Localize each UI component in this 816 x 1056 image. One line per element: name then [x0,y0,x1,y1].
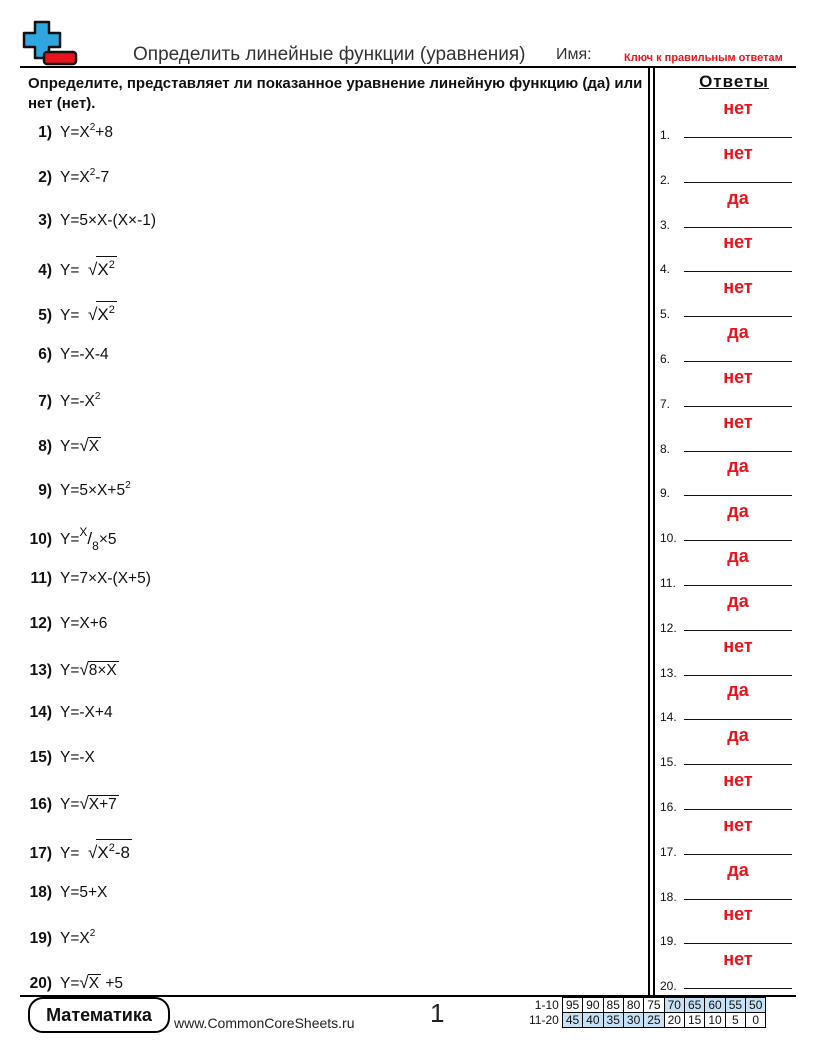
score-cell: 30 [623,1013,643,1028]
answer-number: 15. [660,755,677,770]
answer-item [660,814,796,859]
problem-equation [60,212,156,229]
problem-item [26,973,123,999]
answer-line [684,316,792,317]
answer-item [660,859,796,904]
answer-line [684,406,792,407]
answer-line [684,227,792,228]
answer-item [660,770,796,814]
problem-item [26,749,95,775]
problem-number: 4) [38,262,52,280]
answer-item [660,187,796,232]
answer-number: 20. [660,979,677,994]
score-cell: 50 [746,998,766,1013]
equation-text: Y=-X [60,392,95,410]
problem-number: 1) [38,124,52,141]
equation-text: Y=-X [60,749,95,767]
answer-line [684,182,792,183]
score-cell: 95 [562,998,582,1013]
radicand [88,974,101,992]
equation-text: Y=-X-4 [60,346,109,363]
answer-number: 9. [660,486,671,501]
answer-line [684,585,792,586]
answer-item [660,635,796,680]
problem-item [26,704,113,730]
answer-number: 19. [660,934,677,949]
exponent: 2 [89,166,96,178]
problem-equation [60,525,117,554]
answer-item [660,277,796,322]
problem-number: 17) [29,844,52,862]
answer-line [684,675,792,676]
problem-item [26,391,100,417]
problem-item [26,436,101,462]
answer-number: 5. [660,307,671,322]
problem-equation [60,166,110,186]
answer-value: нет [723,635,753,656]
radicand-text: X+7 [88,796,117,813]
answer-value: нет [723,770,753,790]
equation-text: Y= [60,844,80,862]
problem-number: 13) [29,661,52,679]
score-cell: 65 [684,998,704,1013]
answer-value: да [727,725,749,746]
answer-number: 4. [660,262,671,277]
score-cell: 80 [623,998,643,1013]
problem-number: 19) [29,930,52,948]
score-cell: 10 [705,1013,725,1028]
problem-number: 20) [29,975,52,993]
answer-item [660,501,796,546]
problem-number: 14) [29,704,52,722]
score-cell: 45 [562,1013,582,1028]
answer-item [660,411,796,456]
equation-text: +5 [101,975,124,993]
problem-item [26,301,117,327]
problem-number: 16) [29,796,52,813]
answer-value: нет [723,366,753,387]
equation-text: Y=7×X-(X+5) [60,570,151,587]
equation-text: Y=X+6 [60,614,108,632]
problem-equation [60,796,119,813]
equation-text: Y=X [60,124,90,141]
radicand-tail: -8 [114,842,130,862]
radicand-text: X [97,260,109,280]
problem-number: 9) [38,482,52,500]
equation-text: Y=X [60,168,90,186]
equation-text: Y=5×X+5 [60,482,126,500]
answer-line [684,988,792,989]
radicand [96,839,132,861]
answer-item [660,98,796,142]
answer-value: да [727,322,749,342]
page-number: 1 [430,998,445,1028]
radicand-text: X [88,437,100,455]
answer-number: 17. [660,844,677,859]
radicand [88,437,101,455]
problem-number: 2) [38,168,52,186]
score-row-label: 11-20 [529,1013,559,1027]
column-divider-right [653,66,655,996]
problem-item [26,525,117,554]
answer-value: да [727,590,749,611]
problem-number: 8) [38,437,52,455]
exponent: 2 [108,841,115,854]
problem-item [26,570,151,596]
answer-value: да [727,187,749,208]
answer-number: 10. [660,531,677,546]
answer-item [660,904,796,949]
problem-item [26,256,117,282]
fraction-slash: / [87,529,93,549]
problem-item [26,794,119,820]
answer-number: 12. [660,620,677,635]
answer-value: да [727,859,749,880]
answer-line [684,764,792,765]
problem-equation [60,884,107,901]
answer-line [684,271,792,272]
answer-value: нет [723,277,753,298]
radicand-text: X [97,842,109,862]
score-cell: 5 [725,1013,745,1028]
answer-item [660,366,796,411]
answer-key-label: Ключ к правильным ответам [624,52,783,64]
exponent: 2 [108,259,115,272]
score-row [526,1013,766,1028]
answer-value: нет [723,411,753,432]
problem-number: 12) [29,614,52,632]
plus-minus-logo-icon [22,20,78,66]
answer-number: 13. [660,665,677,680]
equation-text: Y= [60,661,80,679]
exponent: 2 [125,480,131,492]
answer-number: 14. [660,710,677,725]
score-cell: 40 [583,1013,603,1028]
answer-item [660,680,796,725]
equation-text: Y= [60,437,80,455]
problem-equation [60,390,101,410]
problem-equation [60,304,117,325]
radicand-text: X [97,305,109,325]
answer-value: нет [723,814,753,835]
exponent: 2 [94,390,101,402]
problem-item [26,839,132,865]
problem-equation [60,346,109,363]
problem-number: 5) [38,307,52,325]
problem-equation [60,749,95,766]
square-root-icon: √ [79,435,89,455]
problem-equation [60,704,113,721]
answer-value: нет [723,142,753,163]
equation-text: Y=-X+4 [60,704,113,722]
radicand [96,256,116,278]
answer-item [660,949,796,994]
radicand [96,301,116,323]
radicand [88,661,119,679]
answer-item [660,546,796,590]
equation-text: Y= [60,307,80,325]
radicand [88,795,119,813]
answer-line [684,451,792,452]
answer-line [684,943,792,944]
problem-number: 6) [38,346,52,363]
exponent: 2 [89,928,96,940]
answer-line [684,495,792,496]
score-cell: 70 [664,998,684,1013]
answer-item [660,725,796,770]
radicand-text: 8×X [88,661,117,679]
problem-equation [60,124,113,141]
answer-number: 3. [660,217,671,232]
answer-value: нет [723,904,753,925]
instructions: Определите, представляет ли показанное уравнение линейную функцию (да) или нет (нет). [28,75,643,112]
square-root-icon: √ [79,794,89,813]
score-cell: 60 [705,998,725,1013]
problem-equation [60,259,117,280]
problem-item [26,212,156,238]
problem-number: 18) [29,883,52,901]
square-root-icon: √ [88,842,98,862]
equation-text: ×5 [98,531,117,549]
answer-line [684,630,792,631]
equation-text: Y=5+X [60,883,108,901]
score-cell: 75 [644,998,664,1013]
score-row [526,998,766,1013]
problem-number: 11) [30,570,52,587]
square-root-icon: √ [88,305,98,325]
score-cell: 90 [583,998,603,1013]
score-cell: 55 [725,998,745,1013]
score-cell: 25 [644,1013,664,1028]
problem-number: 10) [29,531,52,549]
answer-item [660,322,796,366]
answer-number: 2. [660,172,671,187]
site-url[interactable]: www.CommonCoreSheets.ru [174,1015,355,1031]
name-label: Имя: [556,46,592,63]
answers-title: Ответы [699,72,769,91]
problem-number: 7) [38,392,52,410]
square-root-icon: √ [79,659,89,679]
exponent: 2 [108,304,115,317]
problem-equation [60,659,119,679]
problem-equation [60,975,123,992]
answer-line [684,137,792,138]
equation-text: -7 [95,168,110,186]
problem-item [26,122,113,148]
problem-item [26,660,119,686]
answer-value: нет [723,98,753,118]
answer-item [660,142,796,187]
answer-line [684,361,792,362]
score-cell: 20 [664,1013,684,1028]
fraction-denominator: 8 [92,539,99,554]
score-cell: 0 [746,1013,766,1028]
score-cell: 15 [684,1013,704,1028]
answer-value: да [727,456,749,477]
problem-equation [60,482,131,499]
square-root-icon: √ [79,973,89,993]
fraction-numerator: X [79,525,88,540]
answer-line [684,540,792,541]
answer-item [660,590,796,635]
answer-number: 18. [660,889,677,904]
equation-text: Y= [60,796,80,813]
radicand-text: X [88,975,100,993]
problem-item [26,346,109,372]
problem-number: 15) [29,749,52,767]
equation-text: Y=X [60,930,90,948]
answer-item [660,232,796,277]
equation-text: Y= [60,262,80,280]
answer-number: 16. [660,800,677,814]
header-divider [20,66,796,68]
answer-value: да [727,546,749,566]
answer-number: 7. [660,396,671,411]
equation-text: +8 [95,124,113,141]
problem-number: 3) [38,211,52,229]
answer-line [684,854,792,855]
equation-text: Y= [60,975,80,993]
worksheet-title: Определить линейные функции (уравнения) [133,44,526,65]
equation-text: Y= [60,531,80,549]
problem-item [26,480,131,506]
problem-equation [60,435,101,455]
problem-item [26,615,107,641]
score-cell: 35 [603,1013,623,1028]
answer-item [660,456,796,501]
column-divider-left [648,66,650,996]
answer-number: 6. [660,352,671,366]
equation-text: Y=5×X-(X×-1) [60,211,157,229]
answer-value: нет [723,232,753,253]
score-cell: 85 [603,998,623,1013]
answer-number: 11. [660,576,676,590]
answer-value: да [727,501,749,522]
problem-item [26,884,107,910]
answer-number: 8. [660,441,671,456]
problem-equation [60,930,95,947]
score-table [526,997,766,1028]
problem-equation [60,615,107,632]
problem-item [26,928,95,954]
problem-equation [60,841,132,862]
square-root-icon: √ [88,260,98,280]
math-logo: Математика [28,997,170,1033]
answer-line [684,719,792,720]
answer-line [684,899,792,900]
exponent: 2 [89,122,96,133]
problem-equation [60,570,151,587]
answer-line [684,809,792,810]
score-row-label: 1-10 [534,998,559,1012]
answer-value: да [727,680,749,701]
answer-value: нет [723,949,753,970]
problem-item [26,167,109,193]
answer-number: 1. [660,128,671,142]
